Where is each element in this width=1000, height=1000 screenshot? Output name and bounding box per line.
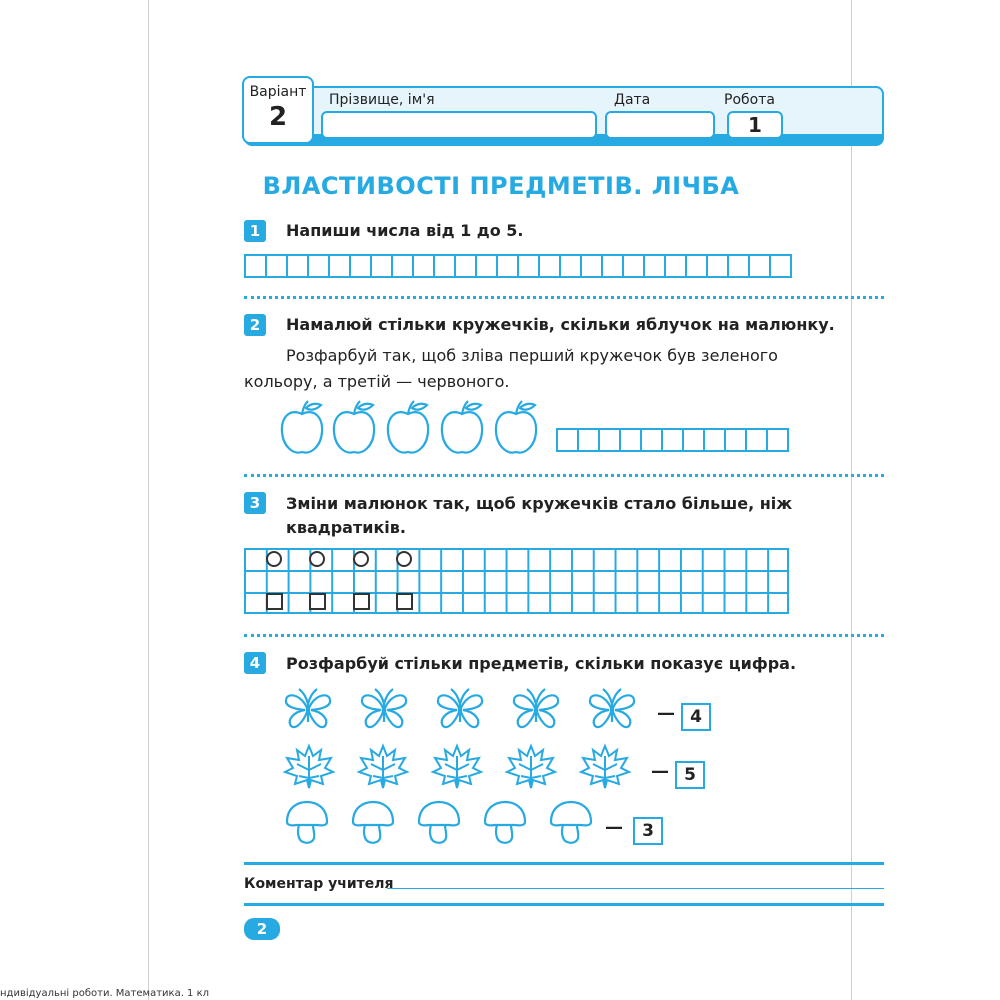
comment-top-rule <box>244 862 884 865</box>
page-title: ВЛАСТИВОСТІ ПРЕДМЕТІВ. ЛІЧБА <box>262 172 740 200</box>
answer-cell[interactable] <box>558 428 579 452</box>
worksheet-page <box>148 0 852 1000</box>
answer-cell[interactable] <box>726 428 747 452</box>
task-2-number: 2 <box>244 314 266 336</box>
mushroom-icon <box>485 802 525 843</box>
name-field[interactable] <box>321 111 597 139</box>
apples-row <box>279 400 549 462</box>
answer-cell[interactable] <box>351 254 372 278</box>
answer-cell[interactable] <box>582 254 603 278</box>
separator <box>244 634 884 637</box>
answer-cell[interactable] <box>393 254 414 278</box>
butterfly-icon <box>590 689 634 727</box>
work-number: 1 <box>727 111 783 139</box>
mushroom-icon <box>353 802 393 843</box>
answer-cell[interactable] <box>435 254 456 278</box>
mushroom-icon <box>419 802 459 843</box>
answer-cell[interactable] <box>540 254 561 278</box>
task-2-text: Намалюй стільки кружечків, скільки яблучок на малюнку. <box>286 315 835 334</box>
butterfly-icon <box>438 689 482 727</box>
footer-note: ндивідуальні роботи. Математика. 1 кл <box>0 988 210 999</box>
mushroom-icon <box>551 802 591 843</box>
comment-bottom-rule <box>244 903 884 906</box>
answer-cell[interactable] <box>768 428 789 452</box>
task-2-answer-cells[interactable] <box>556 428 789 452</box>
dash: — <box>657 703 675 724</box>
answer-cell[interactable] <box>579 428 600 452</box>
mushrooms-row[interactable] <box>283 800 603 850</box>
answer-cell[interactable] <box>498 254 519 278</box>
apple-icon <box>282 401 322 453</box>
date-field[interactable] <box>605 111 715 139</box>
task-2-instruction-line2: кольору, а третій — червоного. <box>244 372 510 391</box>
dash: — <box>605 817 623 838</box>
variant-number: 2 <box>268 102 288 132</box>
dash: — <box>651 761 669 782</box>
apple-icon <box>442 401 482 453</box>
task-1-text: Напиши числа від 1 до 5. <box>286 221 524 240</box>
answer-cell[interactable] <box>684 428 705 452</box>
task-3-text-line1: Зміни малюнок так, щоб кружечків стало більше, ніж <box>286 494 793 513</box>
apple-icon <box>334 401 374 453</box>
maple-leaf-icon <box>433 746 481 788</box>
answer-cell[interactable] <box>624 254 645 278</box>
answer-cell[interactable] <box>708 254 729 278</box>
task-1-answer-cells[interactable] <box>244 254 792 278</box>
count-box-leaves: 5 <box>675 761 705 789</box>
square-shape <box>266 593 283 610</box>
comment-line[interactable] <box>387 888 884 889</box>
name-label: Прізвище, ім'я <box>329 92 435 108</box>
maple-leaf-icon <box>507 746 555 788</box>
answer-cell[interactable] <box>705 428 726 452</box>
answer-cell[interactable] <box>747 428 768 452</box>
answer-cell[interactable] <box>663 428 684 452</box>
square-shape <box>309 593 326 610</box>
maple-leaf-icon <box>285 746 333 788</box>
answer-cell[interactable] <box>372 254 393 278</box>
task-3-number: 3 <box>244 492 266 514</box>
answer-cell[interactable] <box>267 254 288 278</box>
apple-icons <box>279 400 549 458</box>
circle-shape <box>309 551 325 567</box>
task-3-text-line2: квадратиків. <box>286 518 406 537</box>
answer-cell[interactable] <box>603 254 624 278</box>
answer-cell[interactable] <box>477 254 498 278</box>
circle-shape <box>396 551 412 567</box>
answer-cell[interactable] <box>519 254 540 278</box>
page-number-badge: 2 <box>244 918 280 940</box>
apple-icon <box>496 401 536 453</box>
task-4-text: Розфарбуй стільки предметів, скільки показує цифра. <box>286 654 797 673</box>
task-1-number: 1 <box>244 220 266 242</box>
variant-box <box>242 76 314 144</box>
mushroom-icons <box>283 800 603 846</box>
date-label: Дата <box>614 92 651 108</box>
maple-leaf-icon <box>359 746 407 788</box>
answer-cell[interactable] <box>771 254 792 278</box>
butterfly-icon <box>514 689 558 727</box>
answer-cell[interactable] <box>750 254 771 278</box>
leaves-row[interactable] <box>283 742 653 794</box>
square-shape <box>396 593 413 610</box>
task-4-number: 4 <box>244 652 266 674</box>
answer-cell[interactable] <box>666 254 687 278</box>
task-2-instruction-line1: Розфарбуй так, щоб зліва перший кружечок був зеленого <box>286 346 778 365</box>
count-box-mushrooms: 3 <box>633 817 663 845</box>
teacher-comment-label: Коментар учителя <box>244 876 394 892</box>
work-label: Робота <box>724 92 775 108</box>
answer-cell[interactable] <box>687 254 708 278</box>
answer-cell[interactable] <box>246 254 267 278</box>
leaf-icons <box>283 742 653 790</box>
apple-icon <box>388 401 428 453</box>
separator <box>244 296 884 299</box>
answer-cell[interactable] <box>621 428 642 452</box>
butterfly-icon <box>362 689 406 727</box>
answer-cell[interactable] <box>414 254 435 278</box>
butterfly-icon <box>286 689 330 727</box>
mushroom-icon <box>287 802 327 843</box>
answer-cell[interactable] <box>288 254 309 278</box>
butterfly-icons <box>281 686 651 732</box>
circle-shape <box>353 551 369 567</box>
maple-leaf-icon <box>581 746 629 788</box>
answer-cell[interactable] <box>642 428 663 452</box>
answer-cell[interactable] <box>729 254 750 278</box>
square-shape <box>353 593 370 610</box>
answer-cell[interactable] <box>645 254 666 278</box>
answer-cell[interactable] <box>456 254 477 278</box>
answer-cell[interactable] <box>561 254 582 278</box>
answer-cell[interactable] <box>600 428 621 452</box>
butterflies-row[interactable] <box>281 686 651 736</box>
circle-shape <box>266 551 282 567</box>
count-box-butterflies: 4 <box>681 703 711 731</box>
separator <box>244 474 884 477</box>
answer-cell[interactable] <box>309 254 330 278</box>
variant-label: Варіант <box>249 84 307 100</box>
answer-cell[interactable] <box>330 254 351 278</box>
